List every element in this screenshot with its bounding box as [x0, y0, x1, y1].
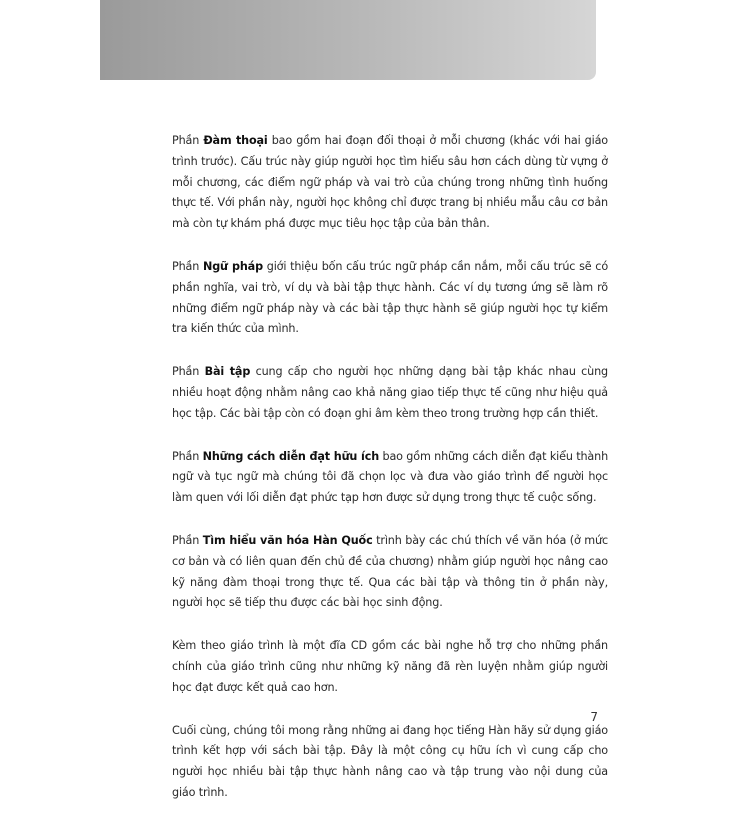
paragraph-text: cung cấp cho người học những dạng bài tập khác nhau cùng nhiều hoạt động nhằm nâng cao khả năng giao tiếp thực tế cũng như hiệu quả học tập. Các bài tập còn có đoạn ghi âm kèm theo trong trường hợp cần thiết.	[172, 365, 609, 420]
page-body	[172, 131, 608, 826]
paragraph-text: Phần	[172, 533, 203, 547]
paragraph-closing	[172, 721, 608, 804]
paragraph-text: Kèm theo giáo trình là một đĩa CD gồm các bài nghe hỗ trợ cho những phần chính của giáo trình cũng như những kỹ năng đã rèn luyện nhằm giúp người học đạt được kết quả cao hơn.	[172, 639, 608, 694]
paragraph-text: Phần	[172, 365, 205, 379]
paragraph-text: bao gồm hai đoạn đối thoại ở mỗi chương (khác với hai giáo trình trước). Cấu trúc này giúp người học tìm hiểu sâu hơn cách dùng từ vựng ở mỗi chương, các điểm ngữ pháp và vai trò của chúng trong những tình huống thực tế. Với phần này, người học không chỉ được trang bị nhiều mẫu câu cơ bản mà còn tự khám phá được mục tiêu học tập của bản thân.	[172, 134, 608, 231]
paragraph-text: Phần	[172, 449, 203, 463]
paragraph-ngu-phap	[172, 257, 608, 340]
section-term: Tìm hiểu văn hóa Hàn Quốc	[202, 533, 373, 547]
paragraph-text: Phần	[172, 259, 203, 273]
paragraph-cd	[172, 636, 608, 698]
paragraph-text: giới thiệu bốn cấu trúc ngữ pháp cần nắm, mỗi cấu trúc sẽ có phần nghĩa, vai trò, ví dụ và bài tập thực hành. Các ví dụ tương ứng sẽ làm rõ những điểm ngữ pháp này và các bài tập thực hành sẽ giúp người học tự kiểm tra kiến thức của mình.	[172, 259, 609, 336]
section-term: Những cách diễn đạt hữu ích	[202, 449, 380, 463]
paragraph-text: bao gồm những cách diễn đạt kiểu thành ngữ và tục ngữ mà chúng tôi đã chọn lọc và đưa vào giáo trình để người học làm quen với lối diễn đạt phức tạp hơn được sử dụng trong thực tế cuộc sống.	[172, 449, 609, 505]
paragraph-van-hoa	[172, 531, 608, 614]
paragraph-cach-dien-dat	[172, 447, 608, 509]
section-term: Ngữ pháp	[202, 259, 263, 273]
paragraph-text: Phần	[172, 134, 204, 147]
section-term: Bài tập	[204, 365, 251, 379]
section-term: Đàm thoại	[203, 134, 268, 147]
paragraph-bai-tap	[172, 362, 608, 424]
header-band	[100, 0, 596, 80]
page-number: 7	[590, 710, 598, 724]
paragraph-dam-thoai	[172, 131, 608, 235]
paragraph-text: trình bày các chú thích về văn hóa (ở mức cơ bản và có liên quan đến chủ đề của chương) nhằm giúp người học nâng cao kỹ năng đàm thoại trong thực tế. Qua các bài tập và thông tin ở phần này, người học sẽ tiếp thu được các bài học sinh động.	[172, 533, 608, 610]
paragraph-text: Cuối cùng, chúng tôi mong rằng những ai đang học tiếng Hàn hãy sử dụng giáo trình kết hợp với sách bài tập. Đây là một công cụ hữu ích vì cung cấp cho người học nhiều bài tập thực hành nâng cao và tập trung vào nội dung của giáo trình.	[172, 723, 608, 799]
